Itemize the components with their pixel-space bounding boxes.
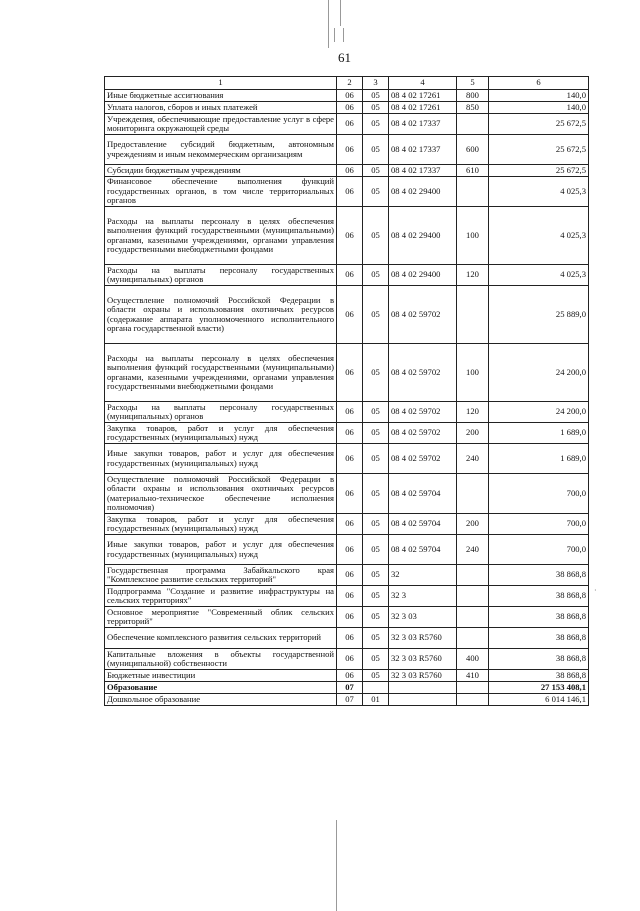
cell-expense-type: 100 [457, 344, 489, 402]
table-row [105, 607, 589, 628]
cell-section: 06 [337, 607, 363, 628]
cell-name: Капитальные вложения в объекты государственной (муниципальной) собственности [105, 649, 337, 670]
table-row [105, 682, 589, 694]
table-row [105, 165, 589, 177]
table-row [105, 114, 589, 135]
cell-expense-type: 800 [457, 90, 489, 102]
table-row [105, 565, 589, 586]
cell-subsection: 05 [363, 514, 389, 535]
scan-mark-line [328, 0, 329, 48]
cell-amount: 38 868,8 [489, 607, 589, 628]
table-row [105, 474, 589, 514]
cell-target-code: 08 4 02 29400 [389, 177, 457, 207]
cell-amount: 25 672,5 [489, 114, 589, 135]
cell-subsection: 05 [363, 102, 389, 114]
cell-section: 07 [337, 694, 363, 706]
table-row [105, 135, 589, 165]
cell-name: Дошкольное образование [105, 694, 337, 706]
table-row [105, 628, 589, 649]
cell-expense-type [457, 474, 489, 514]
cell-amount: 25 672,5 [489, 165, 589, 177]
cell-target-code [389, 682, 457, 694]
cell-target-code: 32 3 03 R5760 [389, 649, 457, 670]
cell-name: Расходы на выплаты персоналу в целях обеспечения выполнения функций государственными (муниципальными) органами, казенными учреждениями, органами управления государственными внебюджетными фондами [105, 207, 337, 265]
table-row [105, 344, 589, 402]
cell-name: Основное мероприятие "Современный облик сельских территорий" [105, 607, 337, 628]
cell-expense-type: 600 [457, 135, 489, 165]
cell-amount: 4 025,3 [489, 177, 589, 207]
cell-amount: 700,0 [489, 474, 589, 514]
cell-name: Иные закупки товаров, работ и услуг для обеспечения государственных (муниципальных) нужд [105, 535, 337, 565]
cell-section: 06 [337, 565, 363, 586]
cell-name: Закупка товаров, работ и услуг для обеспечения государственных (муниципальных) нужд [105, 423, 337, 444]
cell-amount: 38 868,8 [489, 586, 589, 607]
cell-name: Подпрограмма "Создание и развитие инфраструктуры на сельских территориях" [105, 586, 337, 607]
cell-expense-type [457, 286, 489, 344]
table-row [105, 444, 589, 474]
cell-target-code: 32 3 03 [389, 607, 457, 628]
cell-subsection: 05 [363, 444, 389, 474]
cell-section: 06 [337, 444, 363, 474]
cell-subsection: 05 [363, 402, 389, 423]
cell-name: Иные бюджетные ассигнования [105, 90, 337, 102]
cell-subsection: 05 [363, 474, 389, 514]
cell-section: 06 [337, 135, 363, 165]
cell-expense-type: 120 [457, 265, 489, 286]
cell-target-code: 08 4 02 17337 [389, 135, 457, 165]
cell-section: 06 [337, 207, 363, 265]
table-row [105, 286, 589, 344]
cell-expense-type: 610 [457, 165, 489, 177]
cell-amount: 140,0 [489, 102, 589, 114]
cell-section: 06 [337, 535, 363, 565]
cell-subsection [363, 682, 389, 694]
scan-mark [334, 28, 344, 42]
cell-section: 06 [337, 286, 363, 344]
cell-amount: 1 689,0 [489, 444, 589, 474]
table-row [105, 177, 589, 207]
table-row [105, 670, 589, 682]
table-row [105, 102, 589, 114]
cell-name: Субсидии бюджетным учреждениям [105, 165, 337, 177]
cell-amount: 25 672,5 [489, 135, 589, 165]
cell-section: 06 [337, 586, 363, 607]
cell-amount: 4 025,3 [489, 207, 589, 265]
cell-expense-type: 120 [457, 402, 489, 423]
cell-amount: 38 868,8 [489, 565, 589, 586]
cell-expense-type [457, 586, 489, 607]
cell-target-code: 08 4 02 59702 [389, 286, 457, 344]
cell-name: Бюджетные инвестиции [105, 670, 337, 682]
header-col-1: 1 [105, 77, 337, 90]
table-header-row [105, 77, 589, 90]
cell-target-code: 08 4 02 59702 [389, 423, 457, 444]
page-number: 61 [338, 50, 351, 65]
cell-target-code: 08 4 02 59704 [389, 514, 457, 535]
cell-section: 06 [337, 90, 363, 102]
table-row [105, 514, 589, 535]
budget-table [104, 76, 589, 706]
cell-section: 06 [337, 628, 363, 649]
cell-target-code [389, 694, 457, 706]
cell-name: Образование [105, 682, 337, 694]
cell-name: Учреждения, обеспечивающие предоставление услуг в сфере мониторинга окружающей среды [105, 114, 337, 135]
cell-subsection: 05 [363, 344, 389, 402]
cell-name: Финансовое обеспечение выполнения функций государственных органов, в том числе территориальных органов [105, 177, 337, 207]
cell-amount: 38 868,8 [489, 649, 589, 670]
cell-subsection: 05 [363, 628, 389, 649]
cell-section: 06 [337, 165, 363, 177]
cell-expense-type: 850 [457, 102, 489, 114]
cell-target-code: 32 [389, 565, 457, 586]
cell-section: 06 [337, 102, 363, 114]
cell-name: Расходы на выплаты персоналу государственных (муниципальных) органов [105, 265, 337, 286]
cell-target-code: 32 3 03 R5760 [389, 670, 457, 682]
cell-section: 06 [337, 265, 363, 286]
cell-name: Расходы на выплаты персоналу государственных (муниципальных) органов [105, 402, 337, 423]
cell-name: Государственная программа Забайкальского края "Комплексное развитие сельских территорий" [105, 565, 337, 586]
cell-subsection: 05 [363, 265, 389, 286]
cell-subsection: 01 [363, 694, 389, 706]
cell-target-code: 32 3 [389, 586, 457, 607]
margin-mark: · [594, 586, 597, 595]
header-col-3: 3 [363, 77, 389, 90]
scan-mark-line [336, 820, 337, 911]
cell-expense-type [457, 694, 489, 706]
cell-amount: 25 889,0 [489, 286, 589, 344]
cell-subsection: 05 [363, 207, 389, 265]
cell-target-code: 08 4 02 17337 [389, 165, 457, 177]
cell-subsection: 05 [363, 165, 389, 177]
cell-target-code: 32 3 03 R5760 [389, 628, 457, 649]
cell-section: 06 [337, 344, 363, 402]
cell-section: 06 [337, 670, 363, 682]
cell-name: Осуществление полномочий Российской Федерации в области охраны и использования охотничьих ресурсов (содержание аппарата уполномоченного исполнительного органа государственной власти) [105, 286, 337, 344]
cell-expense-type [457, 628, 489, 649]
cell-expense-type [457, 607, 489, 628]
cell-name: Иные закупки товаров, работ и услуг для обеспечения государственных (муниципальных) нужд [105, 444, 337, 474]
cell-section: 06 [337, 177, 363, 207]
scan-mark-line [340, 0, 341, 26]
cell-subsection: 05 [363, 607, 389, 628]
cell-amount: 38 868,8 [489, 670, 589, 682]
cell-amount: 4 025,3 [489, 265, 589, 286]
table-row [105, 402, 589, 423]
cell-section: 06 [337, 114, 363, 135]
cell-amount: 1 689,0 [489, 423, 589, 444]
cell-section: 06 [337, 474, 363, 514]
cell-amount: 700,0 [489, 535, 589, 565]
cell-subsection: 05 [363, 423, 389, 444]
cell-subsection: 05 [363, 670, 389, 682]
cell-amount: 24 200,0 [489, 344, 589, 402]
cell-section: 07 [337, 682, 363, 694]
header-col-2: 2 [337, 77, 363, 90]
cell-expense-type: 200 [457, 514, 489, 535]
cell-target-code: 08 4 02 59704 [389, 474, 457, 514]
cell-target-code: 08 4 02 59702 [389, 402, 457, 423]
header-col-5: 5 [457, 77, 489, 90]
table-row [105, 649, 589, 670]
cell-amount: 140,0 [489, 90, 589, 102]
cell-amount: 27 153 408,1 [489, 682, 589, 694]
cell-expense-type: 100 [457, 207, 489, 265]
cell-subsection: 05 [363, 114, 389, 135]
cell-subsection: 05 [363, 586, 389, 607]
header-col-6: 6 [489, 77, 589, 90]
cell-expense-type: 240 [457, 444, 489, 474]
cell-amount: 6 014 146,1 [489, 694, 589, 706]
cell-target-code: 08 4 02 29400 [389, 265, 457, 286]
cell-amount: 38 868,8 [489, 628, 589, 649]
cell-name: Осуществление полномочий Российской Федерации в области охраны и использования охотничьих ресурсов (материально-техническое обеспечение исполнения полномочия) [105, 474, 337, 514]
cell-target-code: 08 4 02 59704 [389, 535, 457, 565]
cell-subsection: 05 [363, 649, 389, 670]
cell-target-code: 08 4 02 59702 [389, 444, 457, 474]
cell-target-code: 08 4 02 29400 [389, 207, 457, 265]
table-row [105, 586, 589, 607]
cell-subsection: 05 [363, 177, 389, 207]
cell-subsection: 05 [363, 135, 389, 165]
table-row [105, 265, 589, 286]
cell-subsection: 05 [363, 535, 389, 565]
cell-section: 06 [337, 402, 363, 423]
cell-amount: 700,0 [489, 514, 589, 535]
cell-target-code: 08 4 02 59702 [389, 344, 457, 402]
cell-expense-type [457, 177, 489, 207]
cell-expense-type: 400 [457, 649, 489, 670]
cell-name: Предоставление субсидий бюджетным, автономным учреждениям и иным некоммерческим организациям [105, 135, 337, 165]
header-col-4: 4 [389, 77, 457, 90]
cell-expense-type: 200 [457, 423, 489, 444]
cell-section: 06 [337, 649, 363, 670]
table-row [105, 90, 589, 102]
cell-name: Расходы на выплаты персоналу в целях обеспечения выполнения функций государственными (муниципальными) органами, казенными учреждениями, органами управления государственными внебюджетными фондами [105, 344, 337, 402]
cell-name: Уплата налогов, сборов и иных платежей [105, 102, 337, 114]
cell-expense-type [457, 114, 489, 135]
cell-target-code: 08 4 02 17261 [389, 90, 457, 102]
cell-name: Обеспечение комплексного развития сельских территорий [105, 628, 337, 649]
table-row [105, 694, 589, 706]
cell-subsection: 05 [363, 90, 389, 102]
cell-subsection: 05 [363, 286, 389, 344]
cell-amount: 24 200,0 [489, 402, 589, 423]
cell-expense-type [457, 682, 489, 694]
cell-section: 06 [337, 423, 363, 444]
cell-expense-type [457, 565, 489, 586]
cell-target-code: 08 4 02 17261 [389, 102, 457, 114]
cell-expense-type: 240 [457, 535, 489, 565]
cell-section: 06 [337, 514, 363, 535]
cell-name: Закупка товаров, работ и услуг для обеспечения государственных (муниципальных) нужд [105, 514, 337, 535]
table-row [105, 535, 589, 565]
table-row [105, 207, 589, 265]
cell-subsection: 05 [363, 565, 389, 586]
cell-target-code: 08 4 02 17337 [389, 114, 457, 135]
table-row [105, 423, 589, 444]
cell-expense-type: 410 [457, 670, 489, 682]
